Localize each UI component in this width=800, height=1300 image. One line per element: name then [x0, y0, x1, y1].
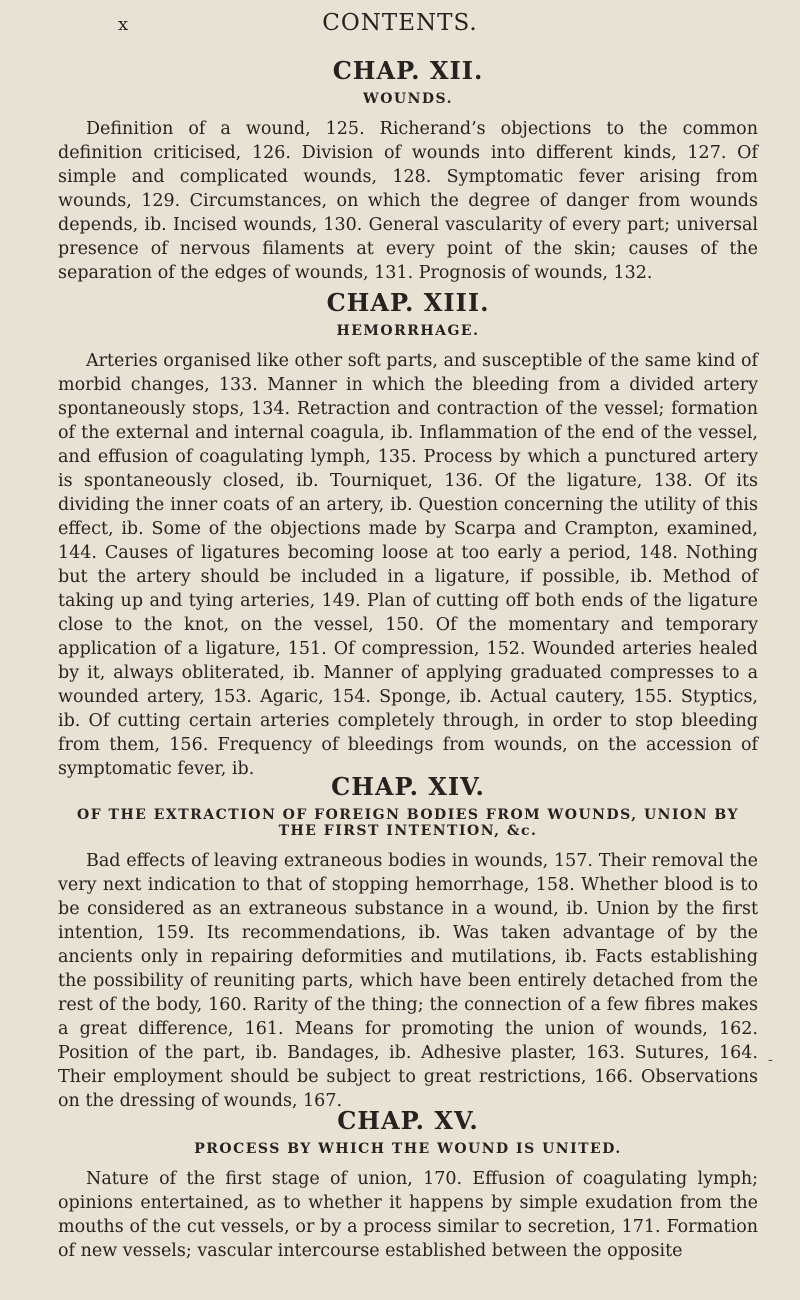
- chapter-heading: CHAP. XIV.: [331, 772, 485, 801]
- chapter-summary: Arteries organised like other soft parts, and susceptible of the same kind of morbid changes, 133. Manner in which the bleeding from a divided artery spontaneously stops, 134. Retraction and contraction of the vessel; formation of the external and internal coagula, ib. Inflammation of the end of the vessel, and effusion of coagulating lymph, 135. Process by which a punctured artery is spontaneously closed, ib. Tourniquet, 136. Of the ligature, 138. Of its dividing the inner coats of an artery, ib. Question concerning the utility of this effect, ib. Some of the objections made by Scarpa and Crampton, examined, 144. Causes of ligatures becoming loose at too early a period, 148. Nothing but the artery should be included in a ligature, if possible, ib. Method of taking up and tying arteries, 149. Plan of cutting off both ends of the ligature close to the knot, on the vessel, 150. Of the momentary and temporary application of a ligature, 151. Of compression, 152. Wounded arteries healed by it, always obliterated, ib. Manner of applying graduated compresses to a wounded artery, 153. Agaric, 154. Sponge, ib. Actual cautery, 155. Styptics, ib. Of cutting certain arteries completely through, in order to stop bleeding from them, 156. Frequency of bleedings from wounds, on the accession of symptomatic fever, ib.: [58, 351, 758, 779]
- chapter-13: [58, 288, 758, 781]
- chapter-heading: CHAP. XIII.: [326, 288, 490, 317]
- chapter-heading: CHAP. XV.: [337, 1106, 479, 1135]
- chapter-14: [58, 772, 758, 1113]
- page-folio: x: [118, 14, 129, 35]
- chapter-summary: Definition of a wound, 125. Richerand’s objections to the common definition criticised, 126. Division of wounds into different kinds, 127. Of simple and complicated wounds, 128. Symptomatic fever arising from wounds, 129. Circumstances, on which the degree of danger from wounds depends, ib. Incised wounds, 130. General vascularity of every part; universal presence of nervous filaments at every point of the skin; causes of the separation of the edges of wounds, 131. Prognosis of wounds, 132.: [58, 119, 758, 283]
- margin-dash-mark: -: [768, 1052, 773, 1068]
- running-head: [0, 10, 800, 44]
- chapter-subtitle: WOUNDS.: [362, 91, 454, 107]
- chapter-summary: Bad effects of leaving extraneous bodies in wounds, 157. Their removal the very next indication to that of stopping hemorrhage, 158. Whether blood is to be considered as an extraneous substance in a wound, ib. Union by the first intention, 159. Its recommendations, ib. Was taken advantage of by the ancients only in repairing deformities and mutilations, ib. Facts establishing the possibility of reuniting parts, which have been entirely detached from the rest of the body, 160. Rarity of the thing; the connection of a few fibres makes a great difference, 161. Means for promoting the union of wounds, 162. Position of the part, ib. Bandages, ib. Adhesive plaster, 163. Sutures, 164. Their employment should be subject to great restrictions, 166. Observations on the dressing of wounds, 167.: [58, 851, 758, 1111]
- chapter-subtitle: PROCESS BY WHICH THE WOUND IS UNITED.: [194, 1141, 622, 1157]
- chapter-heading: CHAP. XII.: [332, 56, 484, 85]
- chapter-subtitle: HEMORRHAGE.: [336, 323, 480, 339]
- chapter-subtitle: OF THE EXTRACTION OF FOREIGN BODIES FROM WOUNDS, UNION BY THE FIRST INTENTION, &c.: [77, 807, 739, 839]
- chapter-15: [58, 1106, 758, 1263]
- chapter-summary: Nature of the first stage of union, 170. Effusion of coagulating lymph; opinions entertained, as to whether it happens by simple exudation from the mouths of the cut vessels, or by a process similar to secretion, 171. Formation of new vessels; vascular intercourse established between the opposite: [58, 1169, 758, 1261]
- running-title: CONTENTS.: [322, 10, 478, 36]
- chapter-12: [58, 56, 758, 285]
